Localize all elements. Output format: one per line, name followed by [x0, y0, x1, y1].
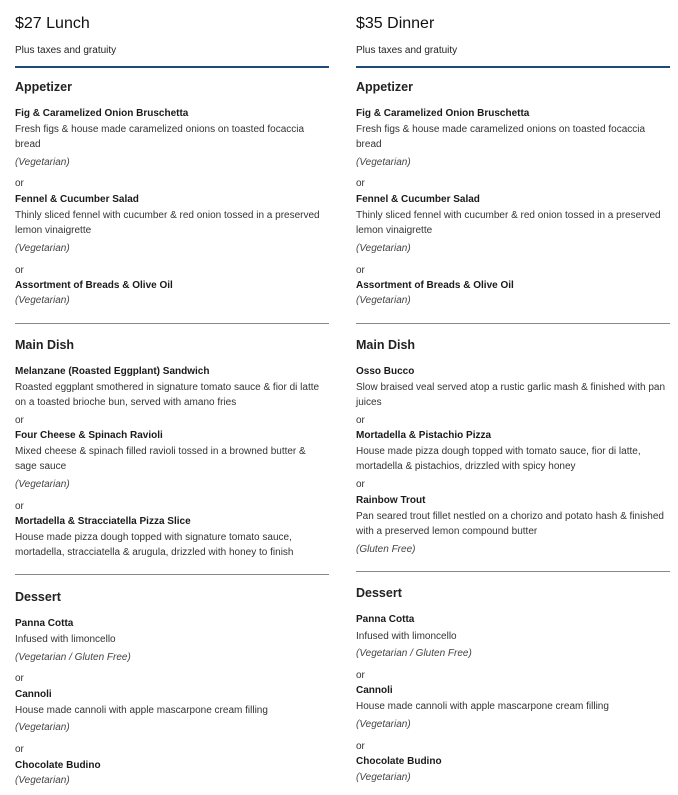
- lunch-dessert-heading: Dessert: [15, 590, 61, 604]
- or-separator: or: [356, 741, 365, 752]
- dinner-appetizer-item-2-note: (Vegetarian): [356, 243, 411, 254]
- section-divider: [356, 323, 670, 324]
- dinner-dessert-item-1-note: (Vegetarian / Gluten Free): [356, 648, 472, 659]
- section-divider: [15, 323, 329, 324]
- dinner-dessert-item-2-note: (Vegetarian): [356, 719, 411, 730]
- dinner-main-item-2-desc: House made pizza dough topped with tomato sauce, fior di latte, mortadella & pistachios, drizzled with spicy honey: [356, 446, 641, 472]
- lunch-subtitle: Plus taxes and gratuity: [15, 45, 117, 56]
- dinner-dessert-item-2-desc: House made cannoli with apple mascarpone cream filling: [356, 701, 609, 712]
- dinner-main-item-1-name: Osso Bucco: [356, 366, 415, 377]
- lunch-dessert-item-2-desc: House made cannoli with apple mascarpone cream filling: [15, 705, 268, 716]
- lunch-appetizer-item-3-name: Assortment of Breads & Olive Oil: [15, 280, 173, 291]
- dinner-appetizer-item-2-name: Fennel & Cucumber Salad: [356, 194, 480, 205]
- dinner-main-item-2-name: Mortadella & Pistachio Pizza: [356, 430, 492, 441]
- or-separator: or: [15, 744, 24, 755]
- or-separator: or: [356, 265, 365, 276]
- dinner-dessert-item-3-name: Chocolate Budino: [356, 756, 442, 767]
- dinner-subtitle: Plus taxes and gratuity: [356, 45, 458, 56]
- dinner-appetizer-item-2-desc: Thinly sliced fennel with cucumber & red onion tossed in a preserved lemon vinaigrette: [356, 210, 661, 236]
- or-separator: or: [15, 673, 24, 684]
- lunch-dessert-item-2-note: (Vegetarian): [15, 722, 70, 733]
- or-separator: or: [15, 178, 24, 189]
- lunch-appetizer-item-2-note: (Vegetarian): [15, 243, 70, 254]
- lunch-main-item-2-name: Four Cheese & Spinach Ravioli: [15, 430, 163, 441]
- or-separator: or: [356, 178, 365, 189]
- dinner-dessert-heading: Dessert: [356, 586, 402, 600]
- lunch-main-item-2-desc: Mixed cheese & spinach filled ravioli tossed in a browned butter & sage sauce: [15, 446, 306, 472]
- lunch-main-item-1-name: Melanzane (Roasted Eggplant) Sandwich: [15, 366, 210, 377]
- lunch-appetizer-item-1-name: Fig & Caramelized Onion Bruschetta: [15, 108, 189, 119]
- dinner-dessert-item-3-note: (Vegetarian): [356, 772, 411, 783]
- dinner-appetizer-item-1-note: (Vegetarian): [356, 157, 411, 168]
- lunch-main-item-1-desc: Roasted eggplant smothered in signature tomato sauce & fior di latte on a toasted brioche bun, served with amano fries: [15, 382, 320, 408]
- lunch-dessert-item-1-note: (Vegetarian / Gluten Free): [15, 652, 131, 663]
- dinner-appetizer-item-1-desc: Fresh figs & house made caramelized onions on toasted focaccia bread: [356, 124, 646, 150]
- lunch-dessert-item-2-name: Cannoli: [15, 689, 52, 700]
- section-divider: [356, 571, 670, 572]
- dinner-dessert-item-2-name: Cannoli: [356, 685, 393, 696]
- or-separator: or: [356, 415, 365, 426]
- or-separator: or: [15, 265, 24, 276]
- lunch-column: [15, 0, 329, 786]
- lunch-main-item-3-desc: House made pizza dough topped with signature tomato sauce, mortadella, stracciatella & arugula, drizzled with honey to finish: [15, 532, 294, 558]
- lunch-dessert-item-1-desc: Infused with limoncello: [15, 634, 116, 645]
- lunch-appetizer-item-2-desc: Thinly sliced fennel with cucumber & red onion tossed in a preserved lemon vinaigrette: [15, 210, 320, 236]
- or-separator: or: [15, 415, 24, 426]
- lunch-appetizer-item-2-name: Fennel & Cucumber Salad: [15, 194, 139, 205]
- or-separator: or: [15, 501, 24, 512]
- lunch-appetizer-item-3-note: (Vegetarian): [15, 295, 70, 306]
- dinner-main-item-3-name: Rainbow Trout: [356, 495, 426, 506]
- lunch-main-heading: Main Dish: [15, 338, 75, 352]
- lunch-main-item-2-note: (Vegetarian): [15, 479, 70, 490]
- lunch-title-rule: [15, 66, 329, 68]
- dinner-appetizer-item-1-name: Fig & Caramelized Onion Bruschetta: [356, 108, 530, 119]
- or-separator: or: [356, 670, 365, 681]
- dinner-title: $35 Dinner: [356, 15, 435, 32]
- dinner-main-item-3-desc: Pan seared trout fillet nestled on a chorizo and potato hash & finished with a preserved lemon compound butter: [356, 511, 664, 537]
- dinner-appetizer-item-3-name: Assortment of Breads & Olive Oil: [356, 280, 514, 291]
- dinner-appetizer-item-3-note: (Vegetarian): [356, 295, 411, 306]
- section-divider: [15, 574, 329, 575]
- dinner-main-item-1-desc: Slow braised veal served atop a rustic garlic mash & finished with pan juices: [356, 382, 666, 408]
- lunch-appetizer-heading: Appetizer: [15, 80, 72, 94]
- dinner-main-item-3-note: (Gluten Free): [356, 544, 416, 555]
- lunch-dessert-item-1-name: Panna Cotta: [15, 618, 74, 629]
- lunch-dessert-item-3-note: (Vegetarian): [15, 775, 70, 786]
- lunch-appetizer-item-1-desc: Fresh figs & house made caramelized onions on toasted focaccia bread: [15, 124, 305, 150]
- dinner-dessert-item-1-name: Panna Cotta: [356, 614, 415, 625]
- dinner-main-heading: Main Dish: [356, 338, 416, 352]
- dinner-column: [356, 0, 670, 783]
- lunch-dessert-item-3-name: Chocolate Budino: [15, 760, 101, 771]
- or-separator: or: [356, 479, 365, 490]
- lunch-appetizer-item-1-note: (Vegetarian): [15, 157, 70, 168]
- lunch-title: $27 Lunch: [15, 15, 90, 32]
- dinner-title-rule: [356, 66, 670, 68]
- dinner-dessert-item-1-desc: Infused with limoncello: [356, 631, 457, 642]
- lunch-main-item-3-name: Mortadella & Stracciatella Pizza Slice: [15, 516, 191, 527]
- dinner-appetizer-heading: Appetizer: [356, 80, 413, 94]
